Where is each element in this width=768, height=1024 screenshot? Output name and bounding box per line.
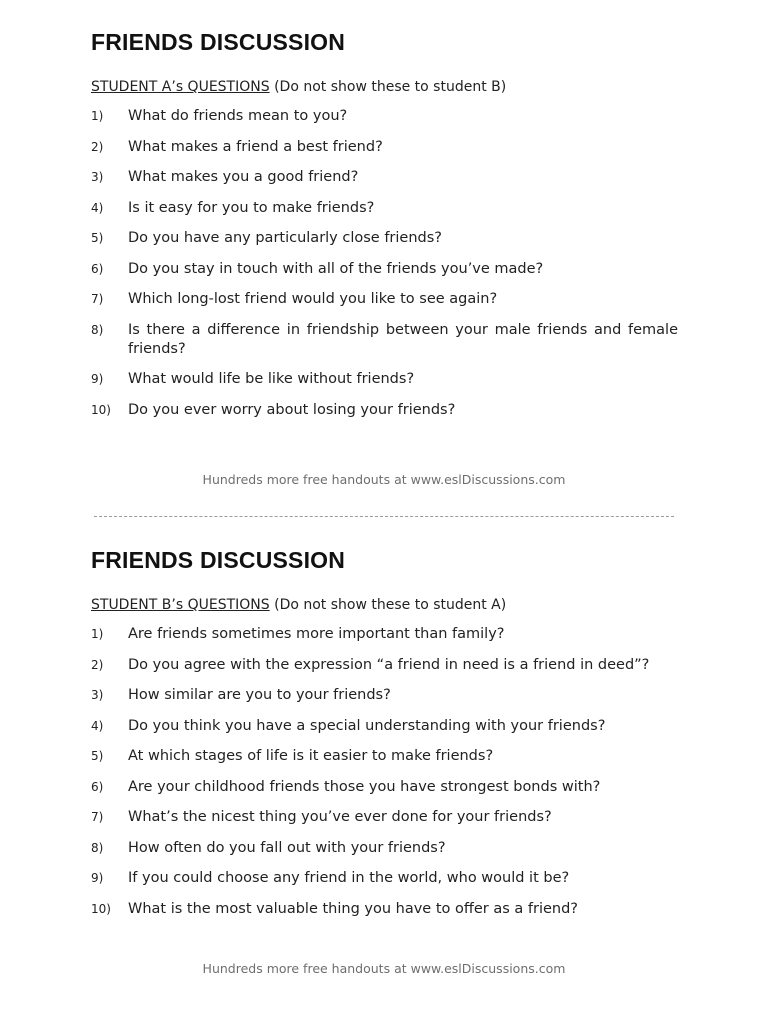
question-text: Are your childhood friends those you have strongest bonds with? xyxy=(128,778,601,795)
question-text: How similar are you to your friends? xyxy=(128,687,391,703)
question-text: What do friends mean to you? xyxy=(128,108,348,124)
question-text: What’s the nicest thing you’ve ever done for your friends? xyxy=(128,809,552,825)
question-item xyxy=(91,229,678,248)
question-item xyxy=(91,808,678,827)
question-text: What makes a friend a best friend? xyxy=(128,138,383,155)
student-a-section xyxy=(91,28,678,431)
question-number: 1) xyxy=(91,109,104,123)
question-item xyxy=(91,747,678,766)
question-text: What is the most valuable thing you have to offer as a friend? xyxy=(128,900,578,917)
question-number: 2) xyxy=(91,139,104,154)
question-text: Do you have any particularly close friends? xyxy=(128,230,442,246)
question-item xyxy=(91,290,678,309)
instructions-line xyxy=(91,596,678,614)
student-b-section xyxy=(91,546,678,930)
question-number: 10) xyxy=(91,901,111,916)
question-item xyxy=(91,778,678,797)
cut-line-divider xyxy=(94,516,674,517)
question-number: 4) xyxy=(91,200,104,215)
page-title: FRIENDS DISCUSSION xyxy=(91,547,346,573)
question-text: How often do you fall out with your friends? xyxy=(128,839,446,856)
question-item xyxy=(91,168,678,187)
question-number: 4) xyxy=(91,718,104,733)
question-item xyxy=(91,656,678,675)
question-item xyxy=(91,717,678,736)
question-list xyxy=(91,107,678,420)
question-text: If you could choose any friend in the world, who would it be? xyxy=(128,870,570,886)
question-text: Do you agree with the expression “a friend in need is a friend in deed”? xyxy=(128,656,650,673)
question-item xyxy=(91,625,678,644)
question-text: Is there a difference in friendship between your male friends and female friends? xyxy=(128,321,678,357)
instructions-note: (Do not show these to student B) xyxy=(269,79,507,95)
question-number: 6) xyxy=(91,779,104,794)
question-number: 3) xyxy=(91,688,104,702)
question-number: 9) xyxy=(91,372,104,386)
question-item xyxy=(91,686,678,705)
question-item xyxy=(91,869,678,888)
question-item xyxy=(91,138,678,157)
question-number: 7) xyxy=(91,292,104,306)
student-label: STUDENT A’s QUESTIONS xyxy=(91,79,270,95)
question-text: At which stages of life is it easier to make friends? xyxy=(128,748,494,764)
page-title: FRIENDS DISCUSSION xyxy=(91,29,346,55)
question-number: 9) xyxy=(91,871,104,885)
instructions-line xyxy=(91,78,678,96)
question-item xyxy=(91,321,678,359)
question-text: Which long-lost friend would you like to see again? xyxy=(128,291,498,307)
instructions-note: (Do not show these to student A) xyxy=(269,597,507,613)
question-number: 8) xyxy=(91,322,104,337)
question-number: 10) xyxy=(91,402,111,417)
question-list xyxy=(91,625,678,919)
question-text: Do you think you have a special understanding with your friends? xyxy=(128,717,606,734)
footer-credit: Hundreds more free handouts at www.eslDiscussions.com xyxy=(202,472,566,487)
question-number: 7) xyxy=(91,810,104,824)
question-number: 6) xyxy=(91,261,104,276)
question-number: 3) xyxy=(91,170,104,184)
question-number: 8) xyxy=(91,840,104,855)
question-text: What makes you a good friend? xyxy=(128,169,359,185)
question-number: 1) xyxy=(91,627,104,641)
question-item xyxy=(91,260,678,279)
question-number: 5) xyxy=(91,231,104,245)
question-text: Is it easy for you to make friends? xyxy=(128,199,375,216)
question-item xyxy=(91,401,678,420)
student-label: STUDENT B’s QUESTIONS xyxy=(91,597,270,613)
question-item xyxy=(91,107,678,126)
question-item xyxy=(91,839,678,858)
question-item xyxy=(91,370,678,389)
question-text: Do you stay in touch with all of the friends you’ve made? xyxy=(128,260,544,277)
footer-credit: Hundreds more free handouts at www.eslDiscussions.com xyxy=(202,961,566,976)
question-text: What would life be like without friends? xyxy=(128,371,415,387)
question-text: Are friends sometimes more important than family? xyxy=(128,626,505,642)
question-number: 5) xyxy=(91,749,104,763)
question-item xyxy=(91,900,678,919)
question-item xyxy=(91,199,678,218)
question-text: Do you ever worry about losing your friends? xyxy=(128,401,456,418)
question-number: 2) xyxy=(91,657,104,672)
